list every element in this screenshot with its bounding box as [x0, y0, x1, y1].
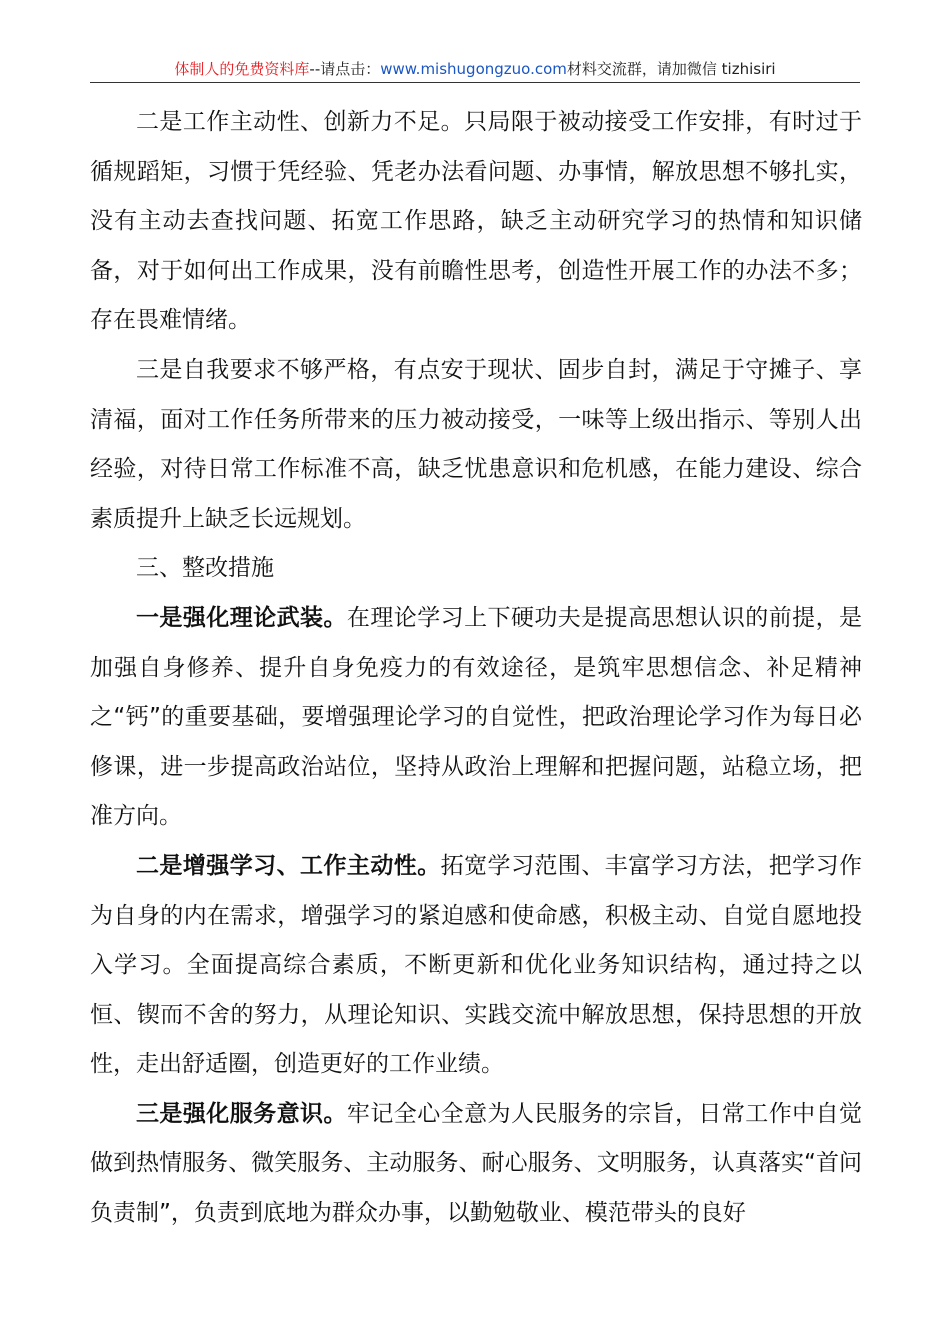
paragraph [90, 594, 862, 842]
paragraph [90, 842, 862, 1090]
paragraph-text: 二是工作主动性、创新力不足。只局限于被动接受工作安排，有时过于循规蹈矩，习惯于凭经验、凭老办法看问题、办事情，解放思想不够扎实，没有主动去查找问题、拓宽工作思路，缺乏主动研究学习的热情和知识储备，对于如何出工作成果，没有前瞻性思考，创造性开展工作的办法不多；存在畏难情绪。 [90, 109, 862, 334]
header-prompt: --请点击： [309, 60, 381, 78]
paragraph [90, 346, 862, 544]
paragraph-text: 三是自我要求不够严格，有点安于现状、固步自封，满足于守摊子、享清福，面对工作任务所带来的压力被动接受，一味等上级出指示、等别人出经验，对待日常工作标准不高，缺乏忧患意识和危机感，在能力建设、综合素质提升上缺乏长远规划。 [90, 356, 862, 532]
header-brand: 体制人的免费资料库 [174, 60, 310, 78]
paragraph [90, 1090, 862, 1239]
paragraph-text: 牢记全心全意为人民服务的宗旨，日常工作中自觉做到热情服务、微笑服务、主动服务、耐心服务、文明服务，认真落实“首问负责制”，负责到底地为群众办事，以勤勉敬业、模范带头的良好 [90, 1100, 863, 1227]
section-heading-text: 三、整改措施 [136, 555, 274, 582]
paragraph-text: 拓宽学习范围、丰富学习方法，把学习作为自身的内在需求，增强学习的紧迫感和使命感，积极主动、自觉自愿地投入学习。全面提高综合素质，不断更新和优化业务知识结构，通过持之以恒、锲而不舍的努力，从理论知识、实践交流中解放思想，保持思想的开放性，走出舒适圈，创造更好的工作业绩。 [90, 852, 863, 1078]
paragraph-lead: 三是强化服务意识。 [136, 1100, 347, 1127]
document-body [90, 98, 862, 1239]
section-heading [90, 544, 862, 594]
paragraph-lead: 一是强化理论武装。 [136, 604, 347, 631]
paragraph-lead: 二是增强学习、工作主动性。 [136, 852, 441, 879]
paragraph-text: 在理论学习上下硬功夫是提高思想认识的前提，是加强自身修养、提升自身免疫力的有效途径，是筑牢思想信念、补足精神之“钙”的重要基础，要增强理论学习的自觉性，把政治理论学习作为每日必修课，进一步提高政治站位，坚持从政治上理解和把握问题，站稳立场，把准方向。 [90, 604, 863, 830]
header-divider [90, 82, 860, 83]
header-link[interactable]: www.mishugongzuo.com [380, 60, 567, 78]
header-suffix: 材料交流群，请加微信 tizhisiri [566, 60, 776, 78]
paragraph [90, 98, 862, 346]
page-header [90, 56, 860, 82]
